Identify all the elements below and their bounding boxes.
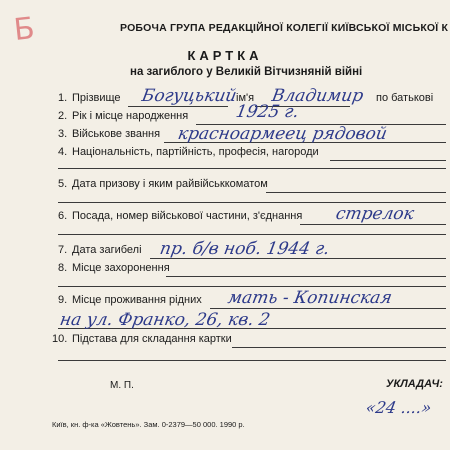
relatives-label: Місце проживання рідних (72, 294, 202, 306)
blank-line (58, 360, 446, 361)
field-number: 3. (58, 128, 68, 140)
print-footer: Київ, кн. ф-ка «Жовтень». Зам. 0-2379—50 000. 1990 р. (52, 420, 245, 429)
surname-value: Богуцький (140, 86, 239, 106)
field-number: 2. (58, 110, 68, 122)
nationality-label: Національність, партійність, професія, нагороди (72, 146, 319, 158)
card-subtitle: на загиблого у Великій Вітчизняній війні (130, 66, 363, 78)
nationality-line (330, 160, 446, 161)
field-row-8 (0, 262, 450, 280)
field-row-10 (0, 333, 450, 351)
birth-value: 1925 г. (234, 102, 301, 122)
field-row-3 (0, 124, 450, 146)
field-row-7 (0, 239, 450, 262)
burial-label: Місце захоронення (72, 262, 170, 274)
blank-line (58, 168, 446, 169)
death-date-label: Дата загибелі (72, 244, 142, 256)
basis-label: Підстава для складання картки (72, 333, 232, 345)
organization-header: РОБОЧА ГРУПА РЕДАКЦІЙНОЇ КОЛЕГІЇ КИЇВСЬКОЇ МІСЬКОЇ К (120, 22, 449, 34)
conscription-label: Дата призову і яким райвійськкоматом (72, 178, 268, 190)
card-title: КАРТКА (187, 48, 263, 63)
surname-label: Прізвище (72, 92, 121, 104)
basis-line (232, 347, 446, 348)
field-number: 10. (52, 333, 68, 345)
field-row-6 (0, 204, 450, 228)
position-line (300, 224, 446, 225)
rank-label: Військове звання (72, 128, 161, 140)
stamp-place-label: М. П. (110, 380, 134, 391)
field-number: 6. (58, 210, 68, 222)
name-label: ім'я (236, 92, 255, 104)
field-number: 1. (58, 92, 68, 104)
burial-line (166, 276, 446, 277)
corner-handwritten-letter: Б (12, 11, 37, 48)
compiler-date-value: «24 ....» (364, 398, 434, 417)
patronymic-label: по батькові (376, 92, 434, 104)
relatives-address-value: на ул. Франко, 26, кв. 2 (58, 310, 272, 330)
compiler-label: УКЛАДАЧ: (386, 378, 443, 390)
name-value: Владимир (270, 86, 365, 106)
relatives-value: мать - Копинская (226, 288, 394, 308)
field-row-5 (0, 178, 450, 196)
position-value: стрелок (334, 204, 416, 224)
conscription-line (266, 192, 446, 193)
field-row-1 (0, 86, 450, 110)
surname-line (128, 106, 228, 107)
field-number: 8. (58, 262, 68, 274)
position-label: Посада, номер військової частини, з'єднання (72, 210, 303, 222)
birth-label: Рік і місце народження (72, 110, 189, 122)
blank-line (58, 202, 446, 203)
relatives-line (210, 308, 446, 309)
blank-line (58, 286, 446, 287)
field-number: 5. (58, 178, 68, 190)
death-date-value: пр. б/в ноб. 1944 г. (158, 239, 332, 259)
field-number: 7. (58, 244, 68, 256)
field-number: 9. (58, 294, 68, 306)
field-row-4 (0, 146, 450, 164)
blank-line (58, 234, 446, 235)
field-number: 4. (58, 146, 68, 158)
rank-value: красноармеец рядовой (176, 124, 389, 144)
